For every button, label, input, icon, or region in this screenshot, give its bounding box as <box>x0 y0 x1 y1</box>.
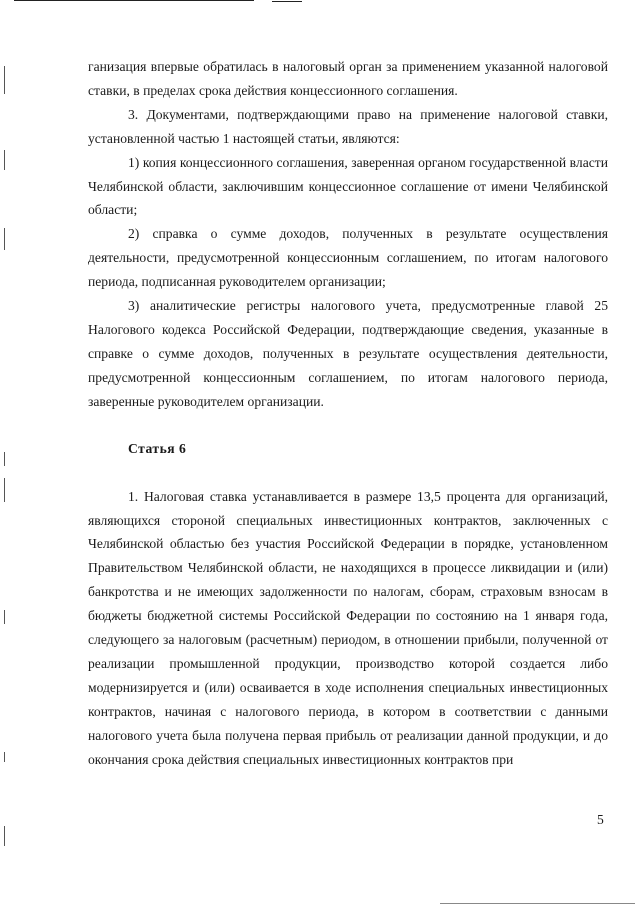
scan-edge-mark <box>4 752 5 762</box>
page-number: 5 <box>597 812 604 827</box>
scan-edge-mark <box>4 452 5 466</box>
scan-artifact-top-left <box>14 0 254 1</box>
scan-artifact-bottom-right <box>440 903 635 904</box>
paragraph: 2) справка о сумме доходов, полученных в результате осуществления деятельности, предусмотренной концессионным соглашением, по итогам налогового периода, подписанная руководителем организации; <box>88 226 608 290</box>
scan-edge-mark <box>4 150 5 170</box>
paragraph: 1. Налоговая ставка устанавливается в размере 13,5 процента для организаций, являющихся стороной специальных инвестиционных контрактов, заключенных с Челябинской областью без участия Российской Федерации в порядке, установленном Правительством Челябинской области, не находящихся в процессе ликвидации и (или) банкротства и не имеющих задолженности по налогам, сборам, страховым взносам в бюджеты бюджетной системы Российской Федерации по состоянию на 1 января года, следующего за налоговым (расчетным) периодом, в отношении прибыли, полученной от реализации промышленной продукции, производство которой создается либо модернизируется и (или) осваивается в ходе исполнения специальных инвестиционных контрактов, начиная с налогового периода, в котором в соответствии с данными налогового учета была получена первая прибыль от реализации данной продукции, и до окончания срока действия специальных инвестиционных контрактов при <box>88 488 608 767</box>
scan-edge-mark <box>4 228 5 250</box>
paragraph: 1) копия концессионного соглашения, заверенная органом государственной власти Челябинской области, заключившим концессионное соглашение от имени Челябинской области; <box>88 154 608 218</box>
paragraph: 3. Документами, подтверждающими право на применение налоговой ставки, установленной частью 1 настоящей статьи, являются: <box>88 106 608 146</box>
scan-edge-mark <box>4 478 5 502</box>
article-heading: Статья 6 <box>128 440 187 456</box>
scan-edge-mark <box>4 610 5 624</box>
scan-edge-mark <box>4 826 5 846</box>
scan-artifact-top-right <box>272 1 302 2</box>
document-body <box>88 55 608 771</box>
paragraph: ганизация впервые обратилась в налоговый орган за применением указанной налоговой ставки, в пределах срока действия концессионного соглашения. <box>88 59 608 98</box>
scan-edge-mark <box>4 66 5 94</box>
paragraph: 3) аналитические регистры налогового учета, предусмотренные главой 25 Налогового кодекса Российской Федерации, подтверждающие сведения, указанные в справке о сумме доходов, полученных в результате осуществления деятельности, предусмотренной концессионным соглашением, по итогам налогового периода, заверенные руководителем организации. <box>88 298 608 409</box>
